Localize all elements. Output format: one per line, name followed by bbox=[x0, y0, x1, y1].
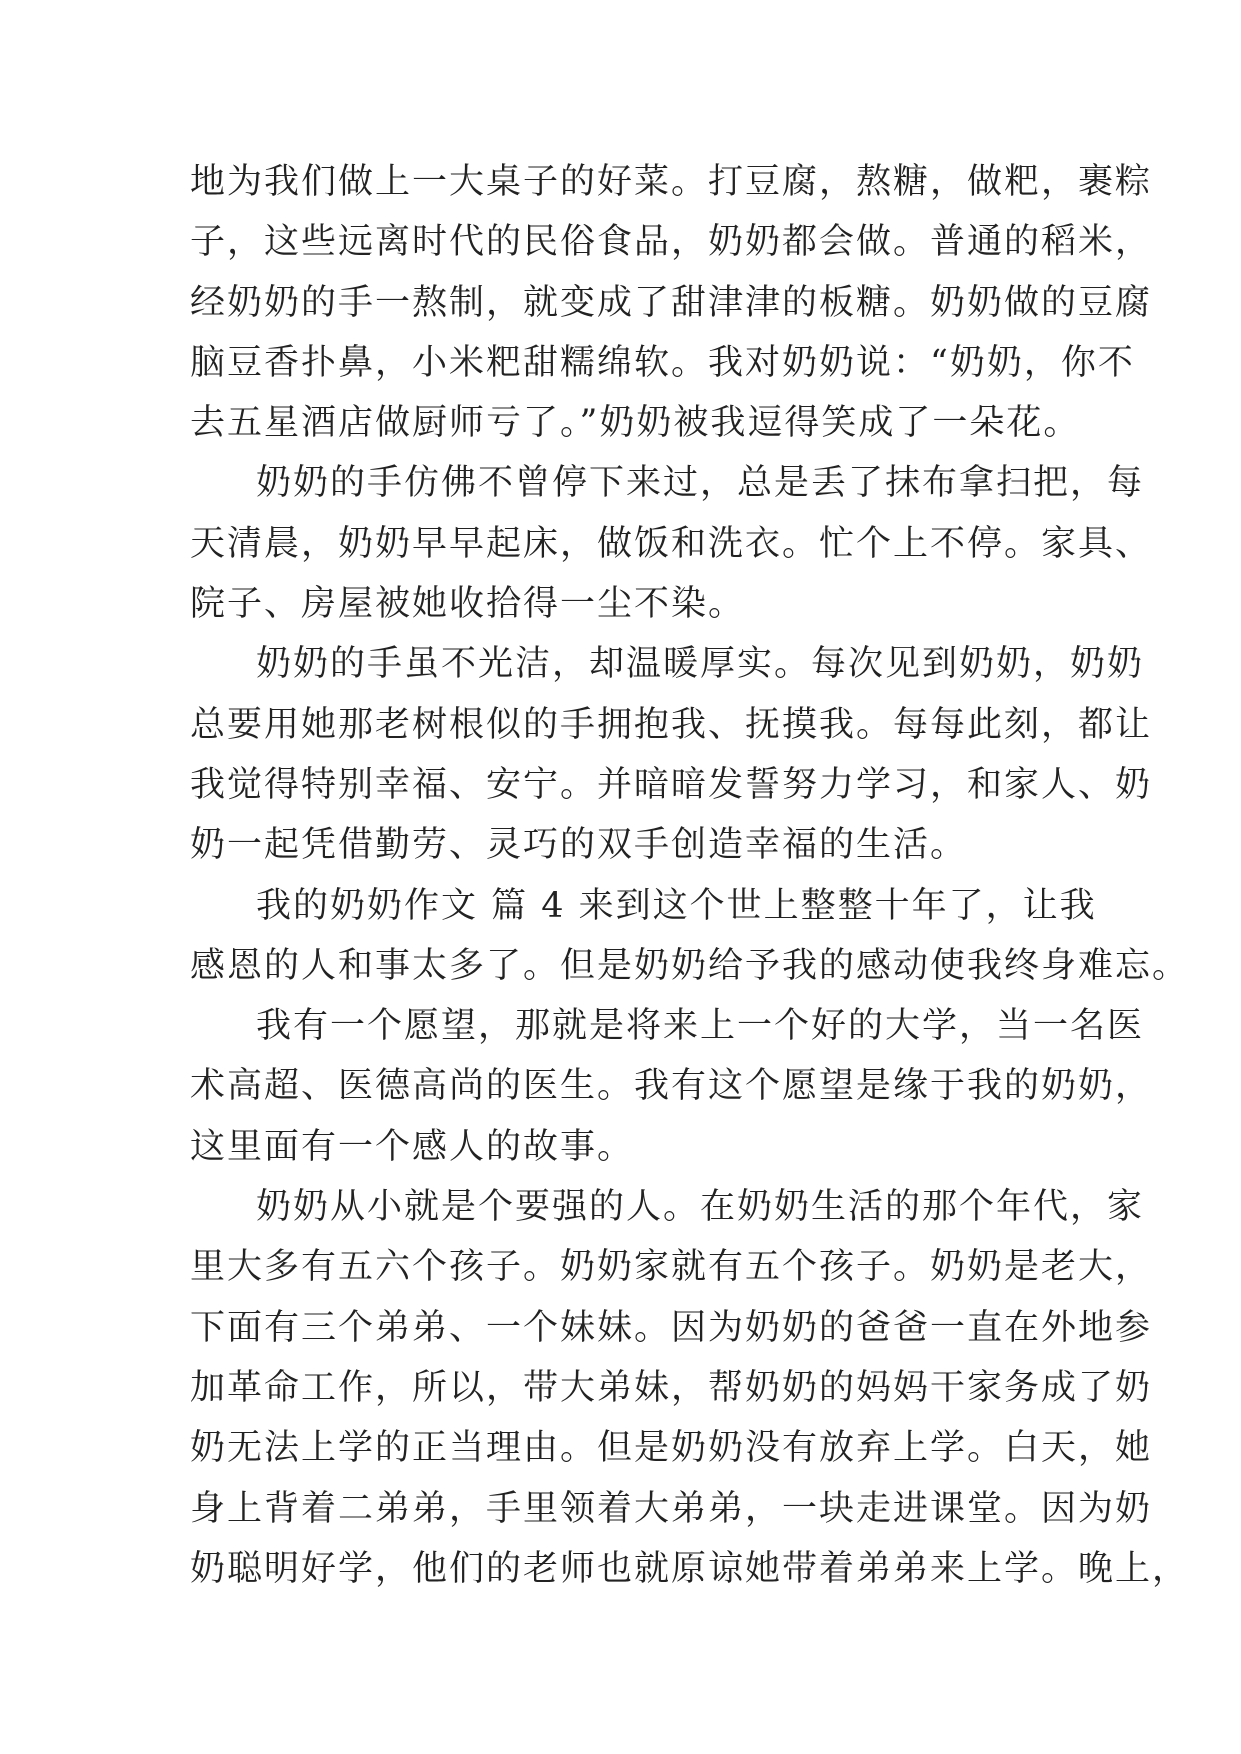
text-line: 奶一起凭借勤劳、灵巧的双手创造幸福的生活。 bbox=[190, 825, 968, 866]
text-line: 下面有三个弟弟、一个妹妹。因为奶奶的爸爸一直在外地参 bbox=[190, 1307, 1153, 1348]
text-line: 我的奶奶作文 篇 4 来到这个世上整整十年了，让我 bbox=[256, 885, 1097, 926]
text-line: 感恩的人和事太多了。但是奶奶给予我的感动使我终身难忘。 bbox=[190, 945, 1190, 986]
text-line: 奶奶的手虽不光洁，却温暖厚实。每次见到奶奶，奶奶 bbox=[256, 644, 1145, 685]
text-line: 脑豆香扑鼻，小米粑甜糯绵软。我对奶奶说：“奶奶，你不 bbox=[190, 342, 1135, 383]
text-line: 奶聪明好学，他们的老师也就原谅她带着弟弟来上学。晚上， bbox=[190, 1548, 1190, 1589]
text-line: 里大多有五六个孩子。奶奶家就有五个孩子。奶奶是老大， bbox=[190, 1247, 1153, 1288]
text-line: 奶奶的手仿佛不曾停下来过，总是丢了抹布拿扫把，每 bbox=[256, 463, 1145, 504]
text-line: 身上背着二弟弟，手里领着大弟弟，一块走进课堂。因为奶 bbox=[190, 1488, 1153, 1529]
text-line: 经奶奶的手一熬制，就变成了甜津津的板糖。奶奶做的豆腐 bbox=[190, 282, 1153, 323]
text-line: 天清晨，奶奶早早起床，做饭和洗衣。忙个上不停。家具、 bbox=[190, 523, 1153, 564]
text-line: 总要用她那老树根似的手拥抱我、抚摸我。每每此刻，都让 bbox=[190, 704, 1153, 745]
text-line: 奶奶从小就是个要强的人。在奶奶生活的那个年代，家 bbox=[256, 1187, 1145, 1228]
text-line: 我觉得特别幸福、安宁。并暗暗发誓努力学习，和家人、奶 bbox=[190, 764, 1153, 805]
text-line: 去五星酒店做厨师亏了。”奶奶被我逗得笑成了一朵花。 bbox=[190, 403, 1081, 444]
text-line: 院子、房屋被她收拾得一尘不染。 bbox=[190, 584, 746, 625]
text-line: 地为我们做上一大桌子的好菜。打豆腐，熬糖，做粑，裹粽 bbox=[190, 162, 1153, 202]
text-line: 这里面有一个感人的故事。 bbox=[190, 1126, 635, 1167]
text-line: 加革命工作，所以，带大弟妹，帮奶奶的妈妈干家务成了奶 bbox=[190, 1367, 1153, 1408]
essay-body bbox=[190, 152, 1190, 1599]
text-line: 子，这些远离时代的民俗食品，奶奶都会做。普通的稻米， bbox=[190, 222, 1153, 263]
text-line: 术高超、医德高尚的医生。我有这个愿望是缘于我的奶奶， bbox=[190, 1066, 1153, 1107]
text-line: 奶无法上学的正当理由。但是奶奶没有放弃上学。白天，她 bbox=[190, 1428, 1153, 1469]
text-line: 我有一个愿望，那就是将来上一个好的大学，当一名医 bbox=[256, 1006, 1145, 1047]
